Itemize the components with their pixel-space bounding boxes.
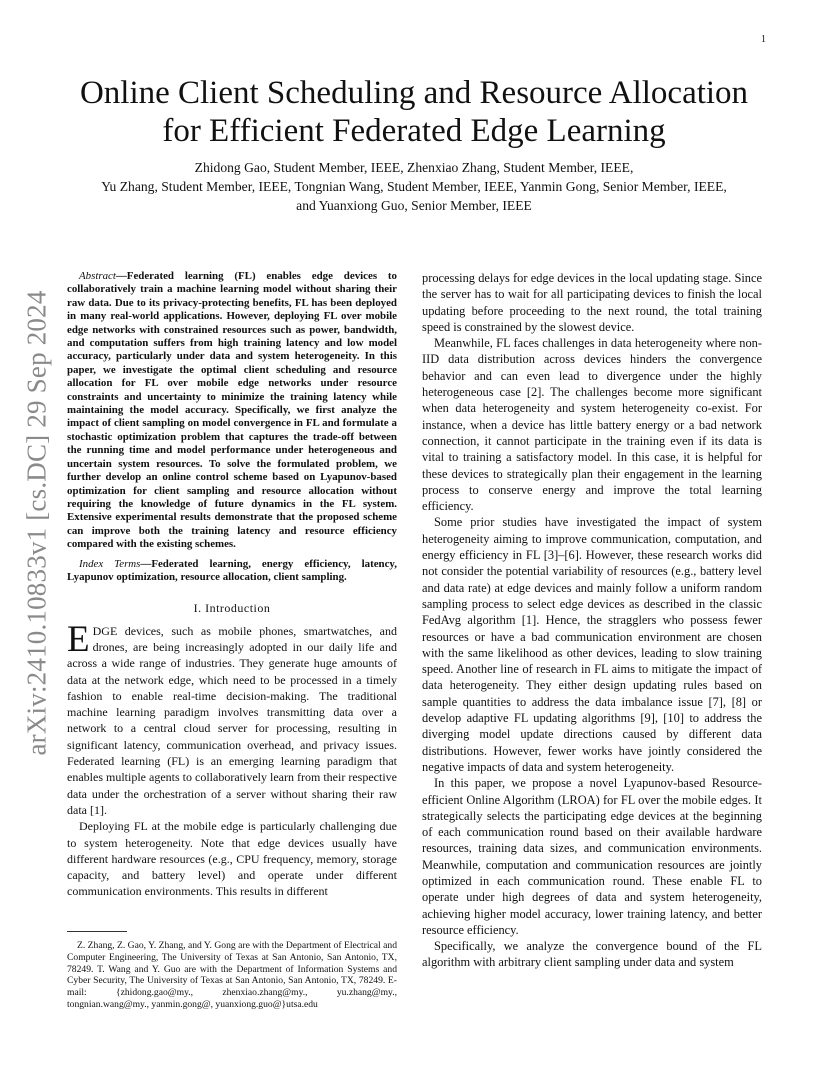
right-paragraph-3: Some prior studies have investigated the impact of system heterogeneity aiming to improve communication, computation, and energy efficiency in FL [3]–[6]. However, these research works did not consider the potential variability of resources (e.g., battery level and data rate) at edge devices and mainly follow a uniform random sampling process to select edge devices as described in the classic FedAvg algorithm [1]. Hence, the stragglers who possess fewer resources or have a bad communication environment are chosen with the same likelihood as other devices, leading to slow training speed. Another line of research in FL aims to mitigate the impact of data heterogeneity. They either design updating rules based on sample quantities to address the data imbalance issue [7], [8] or develop adaptive FL updating algorithms [9], [10] to address the diverging model update directions caused by different data distributions. However, fewer works have jointly considered the negative impacts of data and system heterogeneity.	[422, 515, 762, 774]
right-column	[422, 270, 762, 971]
left-column	[67, 270, 397, 900]
intro-paragraph-2: Deploying FL at the mobile edge is particularly challenging due to system heterogeneity. Note that edge devices usually have different hardware resources (e.g., CPU frequency, memory, storage capacity, and battery level) and operate under different communication environments. This results in different	[67, 819, 397, 899]
right-paragraph-4: In this paper, we propose a novel Lyapunov-based Resource-efficient Online Algorithm (LROA) for FL over the mobile edges. It strategically selects the participating edge devices at the beginning of each communication round based on their available hardware resources, training data sizes, and communication environments. Meanwhile, computation and communication resources are jointly optimized in each communication round. These enable FL to operate under high degrees of data and system heterogeneity, achieving higher model accuracy, lower training latency, and better resource efficiency.	[422, 776, 762, 937]
paper-title: Online Client Scheduling and Resource Allocation for Efficient Federated Edge Learning	[79, 75, 749, 149]
right-paragraph-1: processing delays for edge devices in the local updating stage. Since the server has to wait for all participating devices to finish the local updating before proceeding to the next round, the total training speed is constrained by the slowest device.	[422, 271, 762, 334]
author-list	[50, 158, 778, 215]
arxiv-stamp	[22, 288, 52, 758]
right-paragraph-2: Meanwhile, FL faces challenges in data heterogeneity where non-IID data distribution across devices hinders the convergence behavior and can even lead to divergence under the highly heterogeneous case [2]. The challenges become more significant when data heterogeneity and system heterogeneity co-exist. For instance, when a device has little battery energy or a bad network connection, it cannot participate in the training even if its data is vital to training a satisfactory model. In this case, it is helpful for these devices to strategically plan their engagement in the learning process to conserve energy and improve the total learning efficiency.	[422, 336, 762, 514]
intro-paragraph-1	[67, 618, 397, 819]
footnote-rule	[67, 931, 127, 932]
footnote: Z. Zhang, Z. Gao, Y. Zhang, and Y. Gong are with the Department of Electrical and Computer Engineering, The University of Texas at San Antonio, San Antonio, TX, 78249. T. Wang and Y. Guo are with the Department of Information Systems and Cyber Security, The University of Texas at San Antonio, San Antonio, TX, 78249. E-mail: {zhidong.gao@my., zhenxiao.zhang@my., yu.zhang@my., tongnian.wang@my., yanmin.gong@, yuanxiong.guo@}utsa.edu	[67, 940, 397, 1010]
section-heading: I. Introduction	[193, 601, 271, 616]
author-line-3: and Yuanxiong Guo, Senior Member, IEEE	[296, 198, 532, 213]
index-terms-lead: Index Terms	[79, 557, 141, 570]
index-terms	[67, 558, 397, 585]
right-paragraph-5: Specifically, we analyze the convergence bound of the FL algorithm with arbitrary client sampling under data and system	[422, 939, 762, 970]
abstract-text: —Federated learning (FL) enables edge devices to collaboratively train a machine learning model without sharing their raw data. Due to its privacy-protecting benefits, FL has been deployed in many real-world applications. However, deploying FL over mobile edge networks with constrained resources such as power, bandwidth, and computation suffers from high training latency and low model accuracy, particularly under data and system heterogeneity. In this paper, we investigate the optimal client scheduling and resource allocation for FL over mobile edge networks under resource constraints and uncertainty to minimize the training latency while maintaining the model accuracy. Specifically, we first analyze the impact of client sampling on model convergence in FL and formulate a stochastic optimization problem that captures the trade-off between the running time and model performance under heterogeneous and uncertain system resources. To solve the formulated problem, we further develop an online control scheme based on Lyapunov-based optimization for client sampling and resource allocation without requiring the knowledge of future dynamics in the FL system. Extensive experimental results demonstrate that the proposed scheme can improve both the training latency and resource efficiency compared with the existing schemes.	[67, 270, 397, 551]
arxiv-stamp-text: arXiv:2410.10833v1 [cs.DC] 29 Sep 2024	[21, 290, 52, 756]
intro-paragraph-1-text: DGE devices, such as mobile phones, smartwatches, and drones, are being increasingly adopted in our daily life and across a wide range of industries. They generate huge amounts of data at the network edge, which need to be processed in a timely fashion to enable real-time decision-making. The traditional machine learning paradigm involves transmitting data over a network to a central cloud server for processing, resulting in significant latency, communication overhead, and privacy issues. Federated learning (FL) is an emerging learning paradigm that enables multiple agents to collaboratively learn from their respective data under the orchestration of a server without sharing their raw data [1].	[67, 623, 397, 817]
page-number: 1	[761, 34, 766, 45]
author-line-1: Zhidong Gao, Student Member, IEEE, Zhenxiao Zhang, Student Member, IEEE,	[194, 160, 634, 175]
abstract-lead: Abstract	[79, 270, 116, 282]
index-terms-text: —Federated learning, energy efficiency, latency, Lyapunov optimization, resource allocation, client sampling.	[67, 557, 397, 583]
drop-cap: E	[67, 618, 90, 660]
author-line-2: Yu Zhang, Student Member, IEEE, Tongnian Wang, Student Member, IEEE, Yanmin Gong, Senior Member, IEEE,	[101, 179, 727, 194]
abstract	[67, 270, 397, 552]
